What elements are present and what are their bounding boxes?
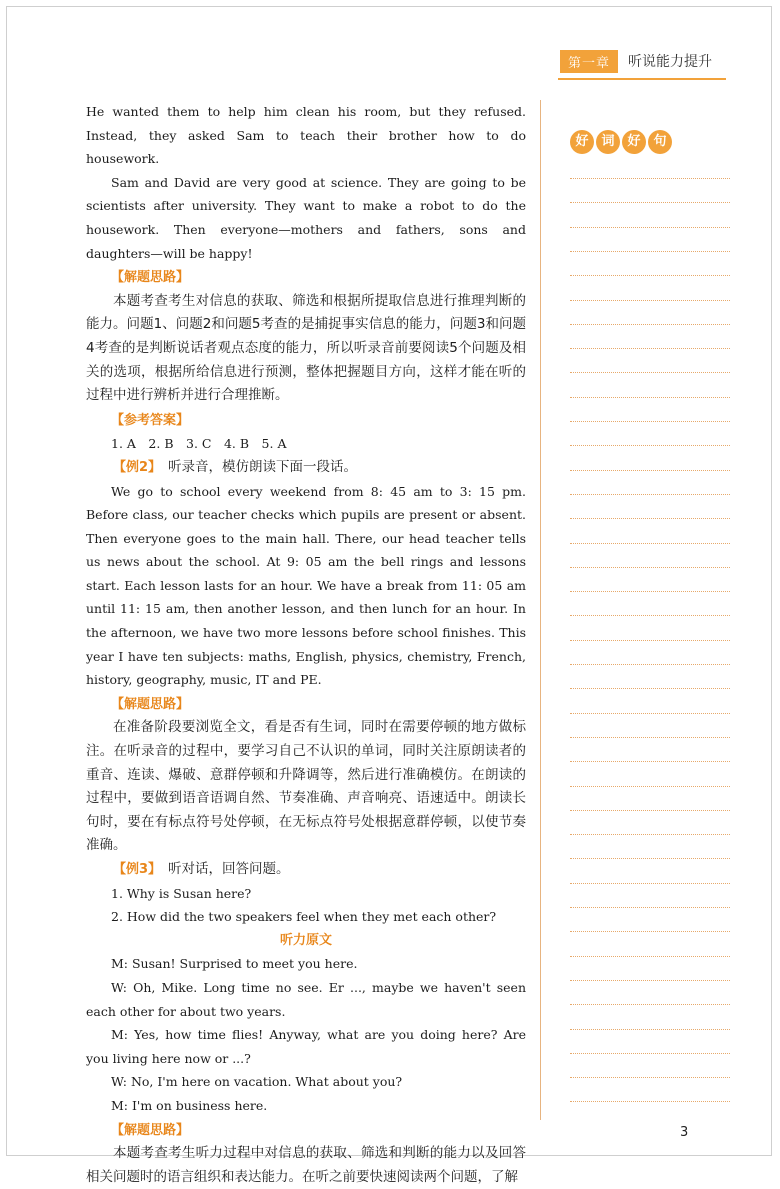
analysis-heading: 【解题思路】 [111,696,190,712]
answer-heading: 【参考答案】 [111,412,190,428]
example-2-tag: 【例2】 [113,459,155,475]
analysis-text: 本题考查考生听力过程中对信息的获取、筛选和判断的能力以及回答相关问题时的语言组织和表达能力。在听之前要快速阅读两个问题，了解 [86,1145,526,1185]
note-line [570,786,730,787]
note-line [570,761,730,762]
example-3-instruction: 听对话，回答问题。 [168,861,290,877]
good-words-badge [570,130,672,154]
analysis-heading: 【解题思路】 [111,270,190,286]
dialogue-line: W: No, I'm here on vacation. What about you? [111,1074,403,1090]
note-line [570,227,730,228]
note-line [570,300,730,301]
note-line [570,664,730,665]
note-line [570,372,730,373]
chapter-header [560,50,712,72]
note-line [570,178,730,179]
header-rule [558,78,726,80]
note-line [570,1004,730,1005]
note-line [570,810,730,811]
chapter-badge: 第一章 [560,50,618,73]
note-line [570,494,730,495]
note-line [570,980,730,981]
paragraph: Sam and David are very good at science. They are going to be scientists after university. They want to make a robot to do the housework. Then everyone—mothers and fathers, sons and daughters—will be happy! [86,174,526,261]
transcript-title: 听力原文 [279,932,332,948]
note-line [570,567,730,568]
note-line [570,1029,730,1030]
dialogue-line: M: I'm on business here. [111,1097,268,1113]
note-line [570,397,730,398]
analysis-text: 本题考查考生对信息的获取、筛选和根据所提取信息进行推理判断的能力。问题1、问题2和问题5考查的是捕捉事实信息的能力，问题3和问题4考查的是判断说话者观点态度的能力，所以听录音前要阅读5个问题及相关的选项，根据所给信息进行预测，整体把握题目方向，这样才能在听的过程中进行辨析并进行合理推断。 [86,292,526,404]
note-line [570,202,730,203]
note-line [570,470,730,471]
sidebar-divider [540,100,541,1120]
dialogue-line: M: Susan! Surprised to meet you here. [111,956,358,972]
note-line [570,713,730,714]
note-line [570,1101,730,1102]
dialogue-line: M: Yes, how time flies! Anyway, what are you doing here? Are you living here now or ...? [86,1027,526,1066]
notes-sidebar [540,100,736,1120]
question-1: 1. Why is Susan here? [111,885,252,901]
note-line [570,275,730,276]
note-line [570,907,730,908]
note-line [570,348,730,349]
page-number: 3 [680,1125,689,1140]
badge-char: 好 [622,130,646,154]
reading-passage: We go to school every weekend from 8: 45 am to 3: 15 pm. Before class, our teacher checks which pupils are present or absent. Then everyone goes to the main hall. There, our head teacher tells us news about the school. At 9: 05 am the bell rings and lessons start. Each lesson lasts for an hour. We have a break from 11: 05 am until 11: 15 am, then another lesson, and then lunch for an hour. In the afternoon, we have two more lessons before school finishes. This year I have ten subjects: maths, English, physics, chemistry, French, history, geography, music, IT and PE. [86,483,526,688]
note-line [570,591,730,592]
note-line [570,615,730,616]
note-line [570,251,730,252]
main-text-column [86,100,526,1189]
note-line [570,445,730,446]
analysis-text: 在准备阶段要浏览全文，看是否有生词，同时在需要停顿的地方做标注。在听录音的过程中，要学习自己不认识的单词，同时关注原朗读者的重音、连读、爆破、意群停顿和升降调等，然后进行准确模仿。在朗读的过程中，要做到语音语调自然、节奏准确、声音响亮、语速适中。朗读长句时，要在有标点符号处停顿，在无标点符号处根据意群停顿，以使节奏准确。 [86,719,526,854]
example-2-instruction: 听录音，模仿朗读下面一段话。 [168,458,358,475]
note-line [570,518,730,519]
dialogue-line: W: Oh, Mike. Long time no see. Er ..., maybe we haven't seen each other for about two years. [86,979,526,1019]
note-line [570,1053,730,1054]
paragraph: He wanted them to help him clean his room, but they refused. Instead, they asked Sam to teach their brother how to do housework. [86,104,526,167]
note-line [570,931,730,932]
note-line [570,543,730,544]
note-line [570,883,730,884]
note-line [570,737,730,738]
badge-char: 好 [570,130,594,154]
badge-char: 句 [648,130,672,154]
question-2: 2. How did the two speakers feel when they met each other? [111,909,497,925]
note-line [570,421,730,422]
note-line [570,1077,730,1078]
badge-char: 词 [596,130,620,154]
example-3-tag: 【例3】 [113,862,155,877]
note-line [570,858,730,859]
note-line [570,324,730,325]
note-line [570,688,730,689]
note-line [570,640,730,641]
chapter-title: 听说能力提升 [628,54,713,70]
answer-key: 1. A 2. B 3. C 4. B 5. A [111,436,287,452]
note-line [570,834,730,835]
analysis-heading: 【解题思路】 [111,1122,190,1138]
note-line [570,956,730,957]
